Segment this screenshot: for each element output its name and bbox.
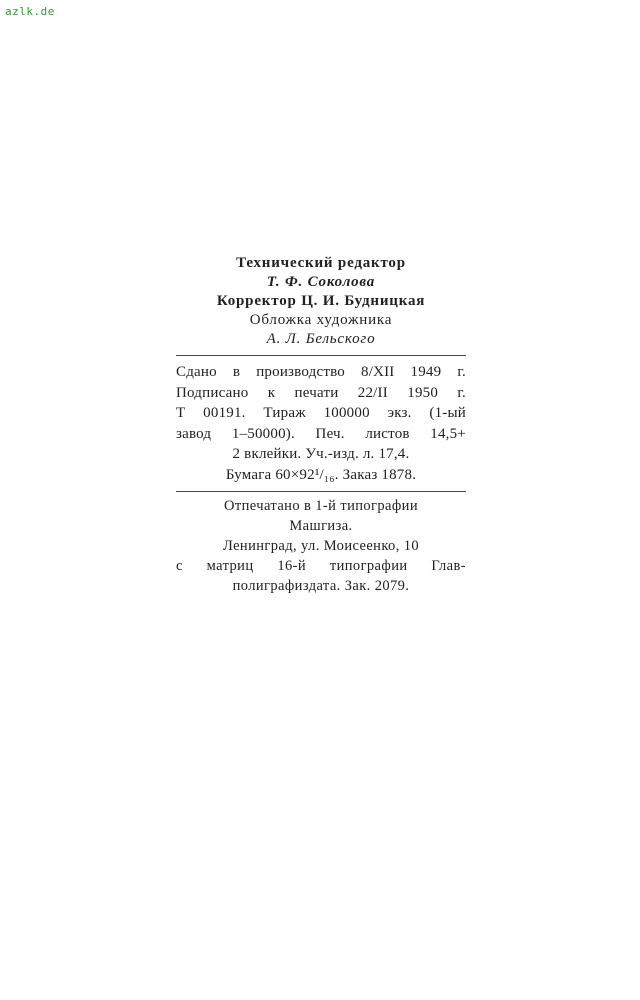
credits-section — [176, 254, 466, 349]
printer-line: Машгиза. — [289, 518, 353, 534]
imprint-block — [176, 254, 466, 596]
tech-editor-title: Технический редактор — [236, 255, 406, 271]
watermark: azlk.de — [5, 5, 55, 18]
printer-section — [176, 496, 466, 596]
publication-line: Бумага 60×92¹/₁₆. Заказ 1878. — [225, 466, 417, 483]
printer-line: полиграфиздата. Зак. 2079. — [232, 578, 410, 594]
cover-artist: А. Л. Бельского — [266, 331, 376, 347]
printer-line: Ленинград, ул. Моисеенко, 10 — [222, 538, 420, 554]
printer-line: Отпечатано в 1-й типографии — [224, 498, 418, 514]
printer-line: с матриц 16-й типографии Глав- — [176, 558, 466, 574]
divider — [176, 491, 466, 492]
publication-line: Т 00191. Тираж 100000 экз. (1-ый — [176, 405, 466, 421]
publication-line: Подписано к печати 22/II 1950 г. — [176, 384, 466, 401]
publication-line: 2 вклейки. Уч.-изд. л. 17,4. — [232, 446, 410, 462]
publication-section — [176, 362, 466, 485]
publication-line: завод 1–50000). Печ. листов 14,5+ — [176, 425, 466, 442]
proofreader: Корректор Ц. И. Будницкая — [216, 293, 426, 309]
divider — [176, 355, 466, 356]
cover-title: Обложка художника — [249, 312, 393, 328]
publication-line: Сдано в производство 8/XII 1949 г. — [176, 364, 466, 380]
tech-editor-name: Т. Ф. Соколова — [266, 274, 376, 290]
